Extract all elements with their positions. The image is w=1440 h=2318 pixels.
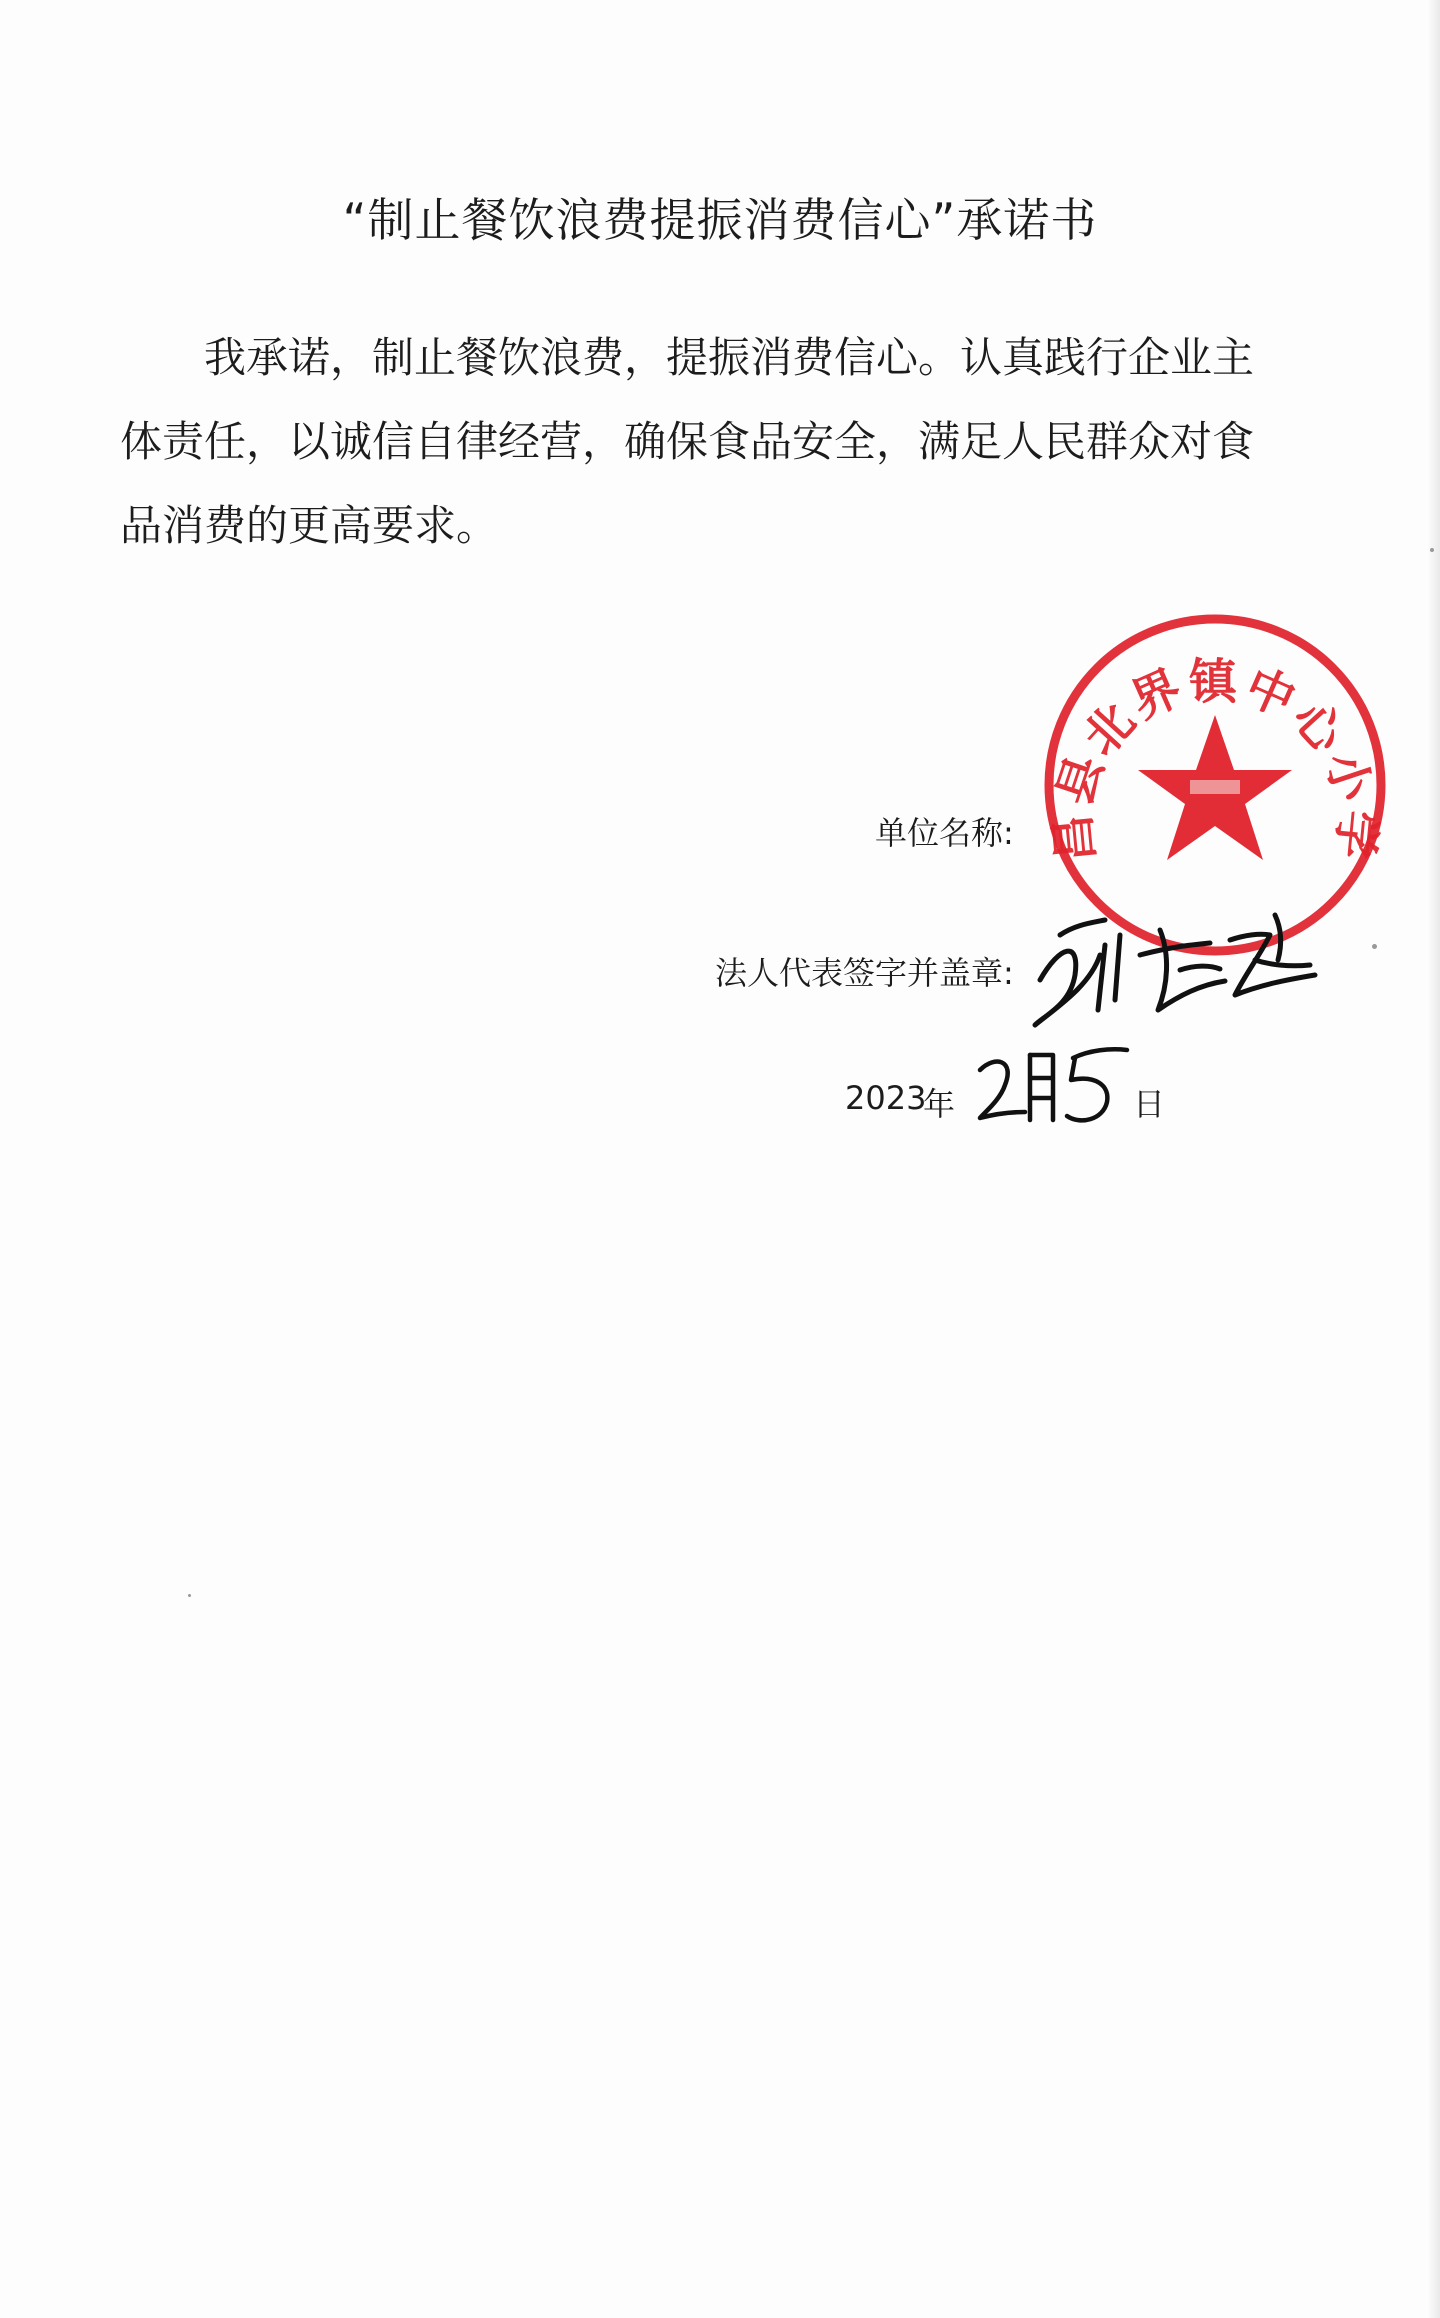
seal-text: 昌县北界镇中心小学 [1044,654,1386,865]
document-title: “制止餐饮浪费提振消费信心”承诺书 [342,193,1098,247]
scan-speck [188,1594,191,1597]
scan-edge-shadow [1426,0,1440,2318]
unit-name-label: 单位名称: [875,814,1014,852]
date-day-char: 日 [1133,1085,1166,1123]
scan-speck [1430,548,1434,552]
date-year: 2023 [845,1079,927,1117]
handwritten-signature [1020,885,1330,1035]
handwritten-month-day [975,1040,1135,1130]
signature-label: 法人代表签字并盖章: [715,954,1014,992]
date-year-char: 年 [923,1085,956,1123]
scan-speck [1372,944,1377,949]
commitment-paragraph: 我承诺，制止餐饮浪费，提振消费信心。认真践行企业主体责任，以诚信自律经营，确保食品安全，满足人民群众对食品消费的更高要求。 [120,333,1255,550]
